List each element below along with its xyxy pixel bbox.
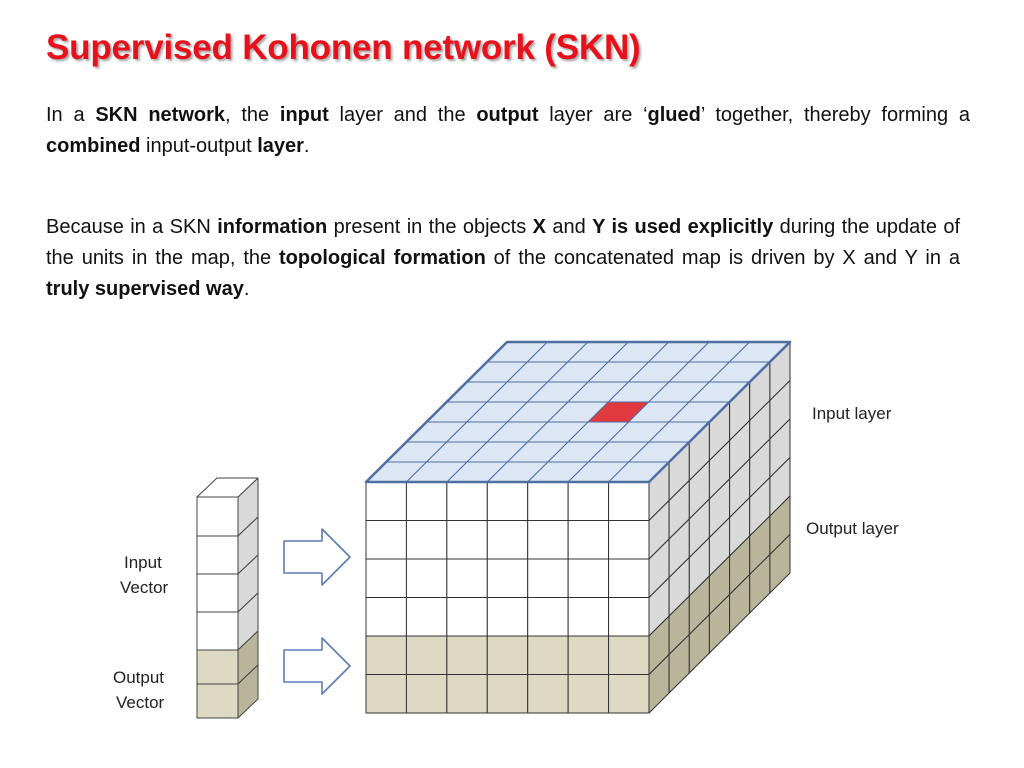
front-cell — [609, 636, 649, 675]
front-cell — [487, 521, 527, 560]
front-cell — [406, 598, 446, 637]
bold-input: input — [279, 104, 329, 126]
output-vector-label-line2: Vector — [116, 693, 165, 712]
front-cell — [487, 482, 527, 521]
front-cell — [528, 559, 568, 598]
text: of the concatenated map is driven by X and Y in a — [485, 247, 960, 269]
front-cell — [447, 598, 487, 637]
vector-front-cell — [197, 497, 238, 536]
front-cell — [528, 521, 568, 560]
front-cell — [447, 521, 487, 560]
text: during the update of the units in the map, the — [46, 216, 961, 269]
vector-front-cell — [197, 612, 238, 650]
front-cell — [487, 559, 527, 598]
output-layer-label: Output layer — [806, 519, 899, 538]
front-cell — [609, 675, 649, 714]
bold-topological-formation: topological formation — [279, 247, 486, 269]
front-cell — [487, 675, 527, 714]
front-cell — [447, 559, 487, 598]
text: and — [545, 216, 593, 238]
vector-front-cell — [197, 574, 238, 612]
bold-skn-network: SKN network — [95, 104, 225, 126]
front-cell — [568, 559, 608, 598]
front-cell — [568, 675, 608, 714]
bold-x: X — [532, 216, 546, 238]
front-cell — [366, 559, 406, 598]
front-cell — [487, 598, 527, 637]
front-cell — [366, 598, 406, 637]
front-cell — [609, 521, 649, 560]
front-cell — [528, 598, 568, 637]
bold-truly-supervised-way: truly supervised way — [46, 278, 244, 300]
text: input-output — [140, 135, 258, 157]
front-cell — [568, 482, 608, 521]
arrow-to-output-layer — [284, 638, 350, 694]
bold-glued: glued — [647, 104, 701, 126]
front-cell — [568, 598, 608, 637]
front-cell — [406, 559, 446, 598]
vector-front-cell — [197, 536, 238, 574]
front-cell — [528, 636, 568, 675]
front-cell — [609, 482, 649, 521]
text: , the — [225, 104, 280, 126]
bold-combined: combined — [46, 135, 141, 157]
output-vector-label-line1: Output — [113, 668, 165, 687]
front-cell — [406, 636, 446, 675]
front-cell — [406, 521, 446, 560]
front-cell — [528, 482, 568, 521]
front-cell — [406, 482, 446, 521]
bold-y-used-explicitly: Y is used explicitly — [592, 216, 774, 238]
text: layer and the — [328, 104, 477, 126]
bold-layer: layer — [257, 135, 304, 157]
front-cell — [366, 482, 406, 521]
front-cell — [568, 521, 608, 560]
front-cell — [528, 675, 568, 714]
front-cell — [366, 636, 406, 675]
text: layer are ‘ — [538, 104, 648, 126]
text: present in the objects — [327, 216, 533, 238]
front-cell — [447, 482, 487, 521]
bold-output: output — [476, 104, 539, 126]
front-cell — [366, 521, 406, 560]
text: In a — [46, 104, 96, 126]
input-vector-label-line2: Vector — [120, 578, 169, 597]
arrow-to-input-layer — [284, 529, 350, 585]
front-cell — [609, 598, 649, 637]
front-cell — [366, 675, 406, 714]
front-cell — [568, 636, 608, 675]
front-cell — [609, 559, 649, 598]
text: ’ together, thereby forming a — [700, 104, 970, 126]
text: Because in a SKN — [46, 216, 218, 238]
slide-title: Supervised Kohonen network (SKN) — [46, 28, 641, 67]
text: . — [243, 278, 250, 300]
input-vector-label-line1: Input — [124, 553, 162, 572]
vector-front-cell — [197, 684, 238, 718]
front-cell — [487, 636, 527, 675]
vector-front-cell — [197, 650, 238, 684]
front-cell — [447, 675, 487, 714]
front-cell — [447, 636, 487, 675]
front-cell — [406, 675, 446, 714]
input-layer-label: Input layer — [812, 404, 892, 423]
text: . — [303, 135, 310, 157]
bold-information: information — [217, 216, 328, 238]
